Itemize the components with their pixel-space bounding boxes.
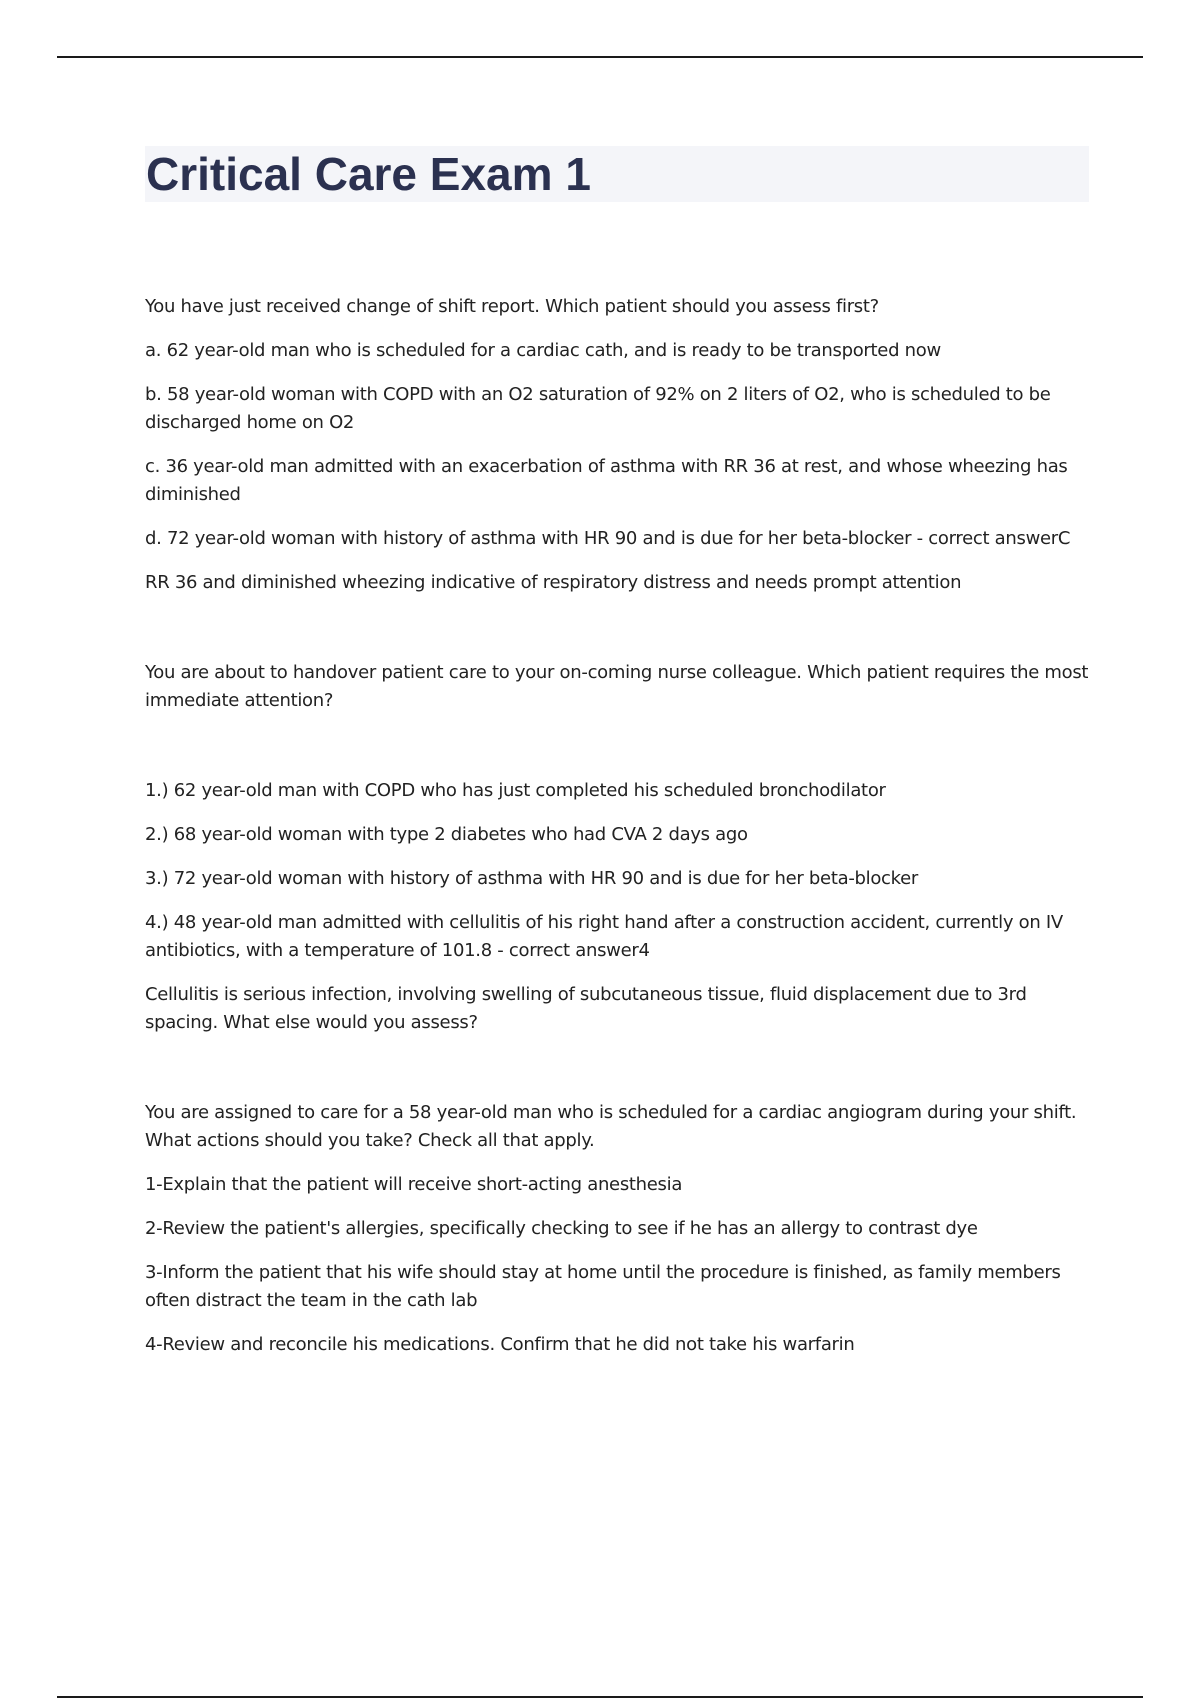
page-title: Critical Care Exam 1 (146, 148, 591, 200)
section-spacer (145, 1053, 1095, 1099)
answer-option: 4-Review and reconcile his medications. Confirm that he did not take his warfarin (145, 1334, 855, 1355)
question-3 (145, 1099, 1095, 1359)
top-rule (57, 56, 1143, 58)
answer-option: 4.) 48 year-old man admitted with cellulitis of his right hand after a construction accident, currently on IV antibiotics, with a temperature of 101.8 - correct answer4 (145, 912, 1063, 961)
answer-option: 3-Inform the patient that his wife should stay at home until the procedure is finished, as family members often distract the team in the cath lab (145, 1262, 1061, 1311)
answer-option: a. 62 year-old man who is scheduled for a cardiac cath, and is ready to be transported now (145, 340, 941, 361)
rationale: RR 36 and diminished wheezing indicative of respiratory distress and needs prompt attention (145, 572, 962, 593)
answer-option: b. 58 year-old woman with COPD with an O2 saturation of 92% on 2 liters of O2, who is scheduled to be discharged home on O2 (145, 384, 1051, 433)
question-1 (145, 293, 1095, 597)
answer-option: 1.) 62 year-old man with COPD who has just completed his scheduled bronchodilator (145, 780, 886, 801)
question-2 (145, 659, 1095, 1037)
answer-option: d. 72 year-old woman with history of asthma with HR 90 and is due for her beta-blocker - correct answerC (145, 528, 1071, 549)
section-spacer (145, 613, 1095, 659)
rationale: Cellulitis is serious infection, involving swelling of subcutaneous tissue, fluid displacement due to 3rd spacing. What else would you assess? (145, 984, 1027, 1033)
section-spacer (145, 731, 1095, 777)
answer-option: 3.) 72 year-old woman with history of asthma with HR 90 and is due for her beta-blocker (145, 868, 919, 889)
document-body (145, 293, 1095, 1375)
answer-option: 1-Explain that the patient will receive short-acting anesthesia (145, 1174, 683, 1195)
answer-option: 2-Review the patient's allergies, specifically checking to see if he has an allergy to contrast dye (145, 1218, 978, 1239)
answer-option: 2.) 68 year-old woman with type 2 diabetes who had CVA 2 days ago (145, 824, 748, 845)
bottom-rule (57, 1696, 1143, 1698)
question-prompt: You have just received change of shift report. Which patient should you assess first? (145, 296, 879, 317)
question-prompt: You are about to handover patient care to your on-coming nurse colleague. Which patient requires the most immediate attention? (145, 662, 1089, 711)
answer-option: c. 36 year-old man admitted with an exacerbation of asthma with RR 36 at rest, and whose wheezing has diminished (145, 456, 1068, 505)
question-prompt: You are assigned to care for a 58 year-old man who is scheduled for a cardiac angiogram during your shift. What actions should you take? Check all that apply. (145, 1102, 1077, 1151)
